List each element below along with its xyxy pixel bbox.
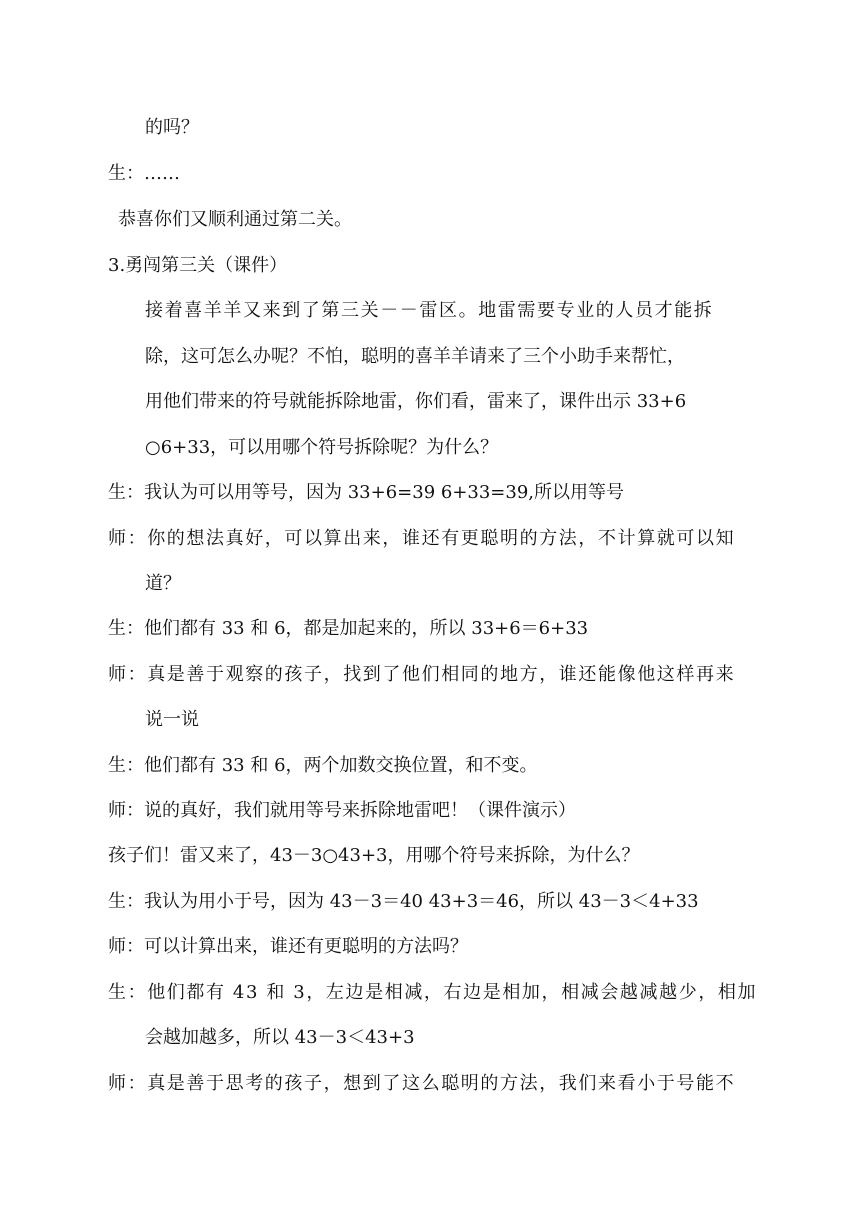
text-line: 说一说: [145, 709, 199, 730]
text-line: 生：我认为用小于号，因为 43－3＝40 43+3＝46，所以 43－3＜4+33: [108, 891, 699, 912]
text-line: 生：……: [108, 163, 180, 184]
text-line: 用他们带来的符号就能拆除地雷，你们看，雷来了，课件出示 33+6: [145, 391, 687, 412]
text-line: 的吗？: [145, 117, 199, 138]
text-line: 道？: [145, 573, 181, 594]
text-line: 恭喜你们又顺利通过第二关。: [118, 209, 352, 230]
text-line: 生：他们都有 33 和 6，都是加起来的，所以 33+6＝6+33: [108, 618, 589, 639]
text-line: ○6+33，可以用哪个符号拆除呢？为什么？: [145, 437, 499, 458]
text-line: 师：说的真好，我们就用等号来拆除地雷吧！（课件演示）: [108, 800, 576, 821]
section-heading: 3.勇闯第三关（课件）: [108, 255, 288, 276]
text-line: 生：我认为可以用等号，因为 33+6=39 6+33=39,所以用等号: [108, 482, 625, 503]
text-line: 接着喜羊羊又来到了第三关－－雷区。地雷需要专业的人员才能拆: [145, 300, 714, 321]
text-line: 除，这可怎么办呢？不怕，聪明的喜羊羊请来了三个小助手来帮忙，: [145, 346, 685, 367]
text-line: 师：可以计算出来，谁还有更聪明的方法吗？: [108, 936, 468, 957]
text-line: 孩子们！雷又来了，43－3○43+3，用哪个符号来拆除，为什么？: [108, 845, 640, 866]
text-line: 师：真是善于思考的孩子，想到了这么聪明的方法，我们来看小于号能不: [108, 1073, 736, 1094]
text-line: 师：你的想法真好，可以算出来，谁还有更聪明的方法，不计算就可以知: [108, 528, 736, 549]
text-line: 生：他们都有 33 和 6，两个加数交换位置，和不变。: [108, 755, 538, 776]
text-line: 生：他们都有 43 和 3，左边是相减，右边是相加，相减会越减越少，相加: [108, 982, 758, 1003]
text-line: 师：真是善于观察的孩子，找到了他们相同的地方，谁还能像他这样再来: [108, 664, 736, 685]
text-line: 会越加越多，所以 43－3＜43+3: [145, 1027, 415, 1048]
